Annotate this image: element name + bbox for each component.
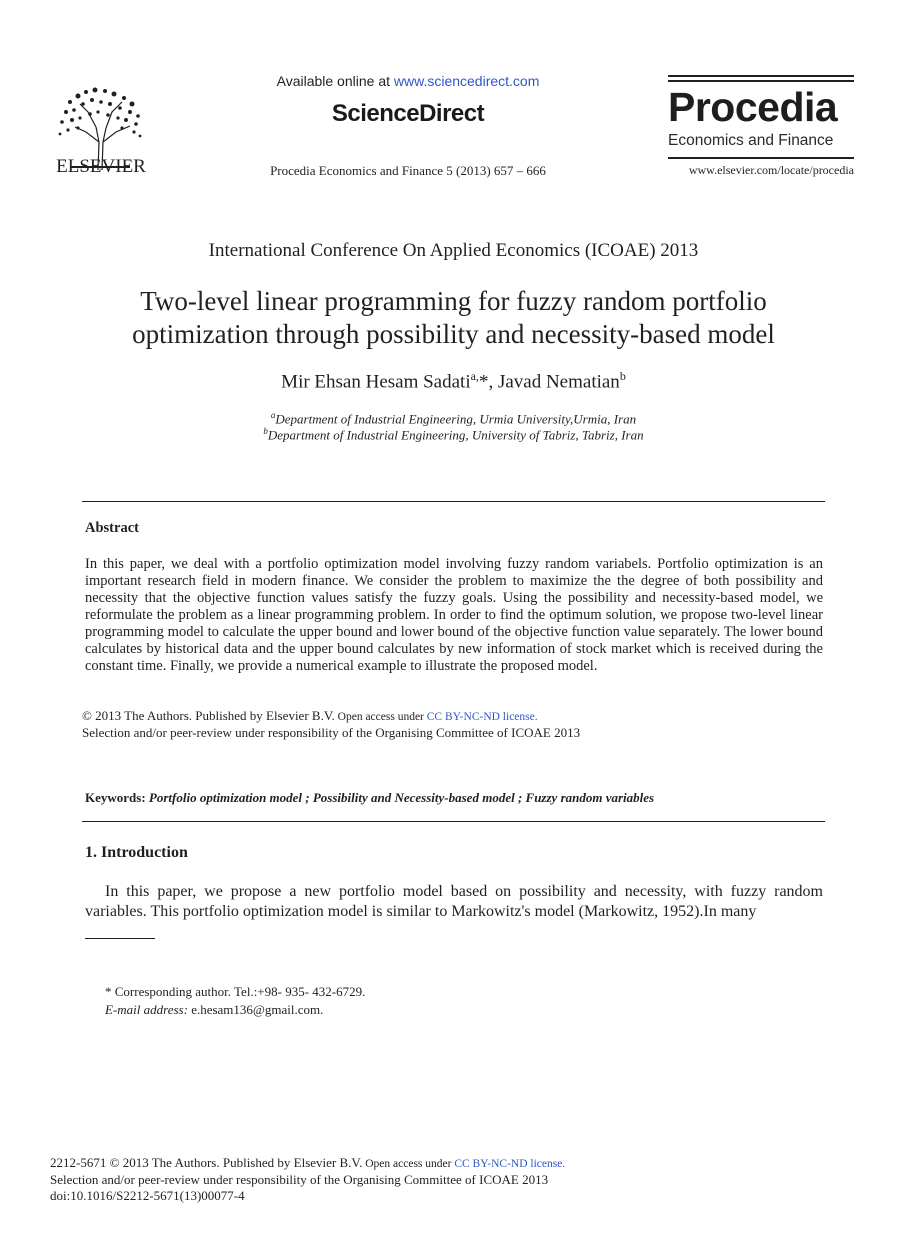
available-prefix: Available online at [276,73,394,89]
title-line-2: optimization through possibility and necessity-based model [132,319,775,349]
intro-body: In this paper, we propose a new portfolio model based on possibility and necessity, with fuzzy random variables. This portfolio optimization model is similar to Markowitz's model (Markowitz, 1952).In many [85,883,823,920]
conference-name: International Conference On Applied Economics (ICOAE) 2013 [208,240,699,261]
author-1-affil: a, [470,369,479,383]
copyright-line-1 [82,708,827,725]
footnote-email-label: E-mail address: [105,1002,188,1017]
sciencedirect-brand: ScienceDirect [331,100,485,127]
sciencedirect-link[interactable]: www.sciencedirect.com [393,73,540,89]
procedia-rule-top [668,75,854,77]
footnote-corresponding: * Corresponding author. Tel.:+98- 935- 432-6729. [105,984,366,999]
procedia-subtitle: Economics and Finance [668,132,834,149]
procedia-title: Procedia [668,84,838,130]
footer-license-link[interactable]: CC BY-NC-ND license. [454,1158,566,1170]
footer-doi: doi:10.1016/S2212-5671(13)00077-4 [50,1188,245,1203]
procedia-logo [668,75,854,178]
journal-reference: Procedia Economics and Finance 5 (2013) 657 – 666 [270,163,546,178]
keywords-list: Portfolio optimization model ; Possibility and Necessity-based model ; Fuzzy random variables [148,790,655,805]
divider-bottom [82,821,825,822]
footer-line-1 [50,1155,850,1172]
copyright-open-access: Open access under [334,711,427,723]
abstract-heading: Abstract [85,520,139,536]
footer-line-2: Selection and/or peer-review under responsibility of the Organising Committee of ICOAE 2013 [50,1172,549,1187]
footnote [105,983,365,1019]
footer-copyright: 2212-5671 © 2013 The Authors. Published by Elsevier B.V. [50,1155,363,1170]
procedia-rule-mid [668,80,854,82]
title-line-1: Two-level linear programming for fuzzy random portfolio [140,286,767,316]
author-1: Mir Ehsan Hesam Sadati [281,371,471,393]
available-online [200,73,616,89]
divider-top [82,501,825,502]
affiliation-a [80,410,827,427]
footnote-rule [85,938,155,939]
affiliation-a-text: Department of Industrial Engineering, Urmia University,Urmia, Iran [275,411,637,427]
affiliation-b [80,426,827,443]
footnote-email [105,1001,365,1019]
footer-open-access: Open access under [362,1158,455,1170]
abstract-body: In this paper, we deal with a portfolio optimization model involving fuzzy random variabels. Portfolio optimization is an important research field in modern finance. We consider the problem to maximize the the degree of both possibility and necessity that the objective function values satisfy the fuzzy goals. Using the possibility and necessity-based model, we reformulate the problem as a linear programming problem. In order to find the optimum solution, we propose two-level linear programming model to calculate the upper bound and lower bound of the objective function value separately. The lower bound calculates by historical data and the upper bound calculates by new information of stock market which is received during the constant time. Finally, we provide a numerical example to illustrate the proposed model. [85,556,823,674]
keywords-label: Keywords: [85,790,149,805]
copyright-notice [82,708,827,740]
corresponding-mark: * [478,371,489,393]
affiliation-a-mark: a [270,410,276,420]
elsevier-wordmark: ELSEVIER [56,156,146,177]
copyright-main: © 2013 The Authors. Published by Elsevier B.V. [82,708,335,723]
procedia-url[interactable]: www.elsevier.com/locate/procedia [688,163,854,177]
page-footer [50,1155,850,1204]
author-2: Javad Nematian [497,371,620,393]
copyright-line-2: Selection and/or peer-review under responsibility of the Organising Committee of ICOAE 2013 [82,725,581,740]
keywords [85,790,825,806]
author-separator: , [488,371,498,393]
affiliation-b-text: Department of Industrial Engineering, University of Tabriz, Tabriz, Iran [267,427,644,443]
author-2-affil: b [619,369,626,383]
affiliation-b-mark: b [263,426,268,436]
paper-title [60,285,847,351]
intro-heading: 1. Introduction [85,844,188,861]
authors [80,369,827,393]
copyright-license-link[interactable]: CC BY-NC-ND license. [426,711,538,723]
footnote-email-value: e.hesam136@gmail.com. [187,1002,324,1017]
procedia-rule-bottom [668,157,854,159]
